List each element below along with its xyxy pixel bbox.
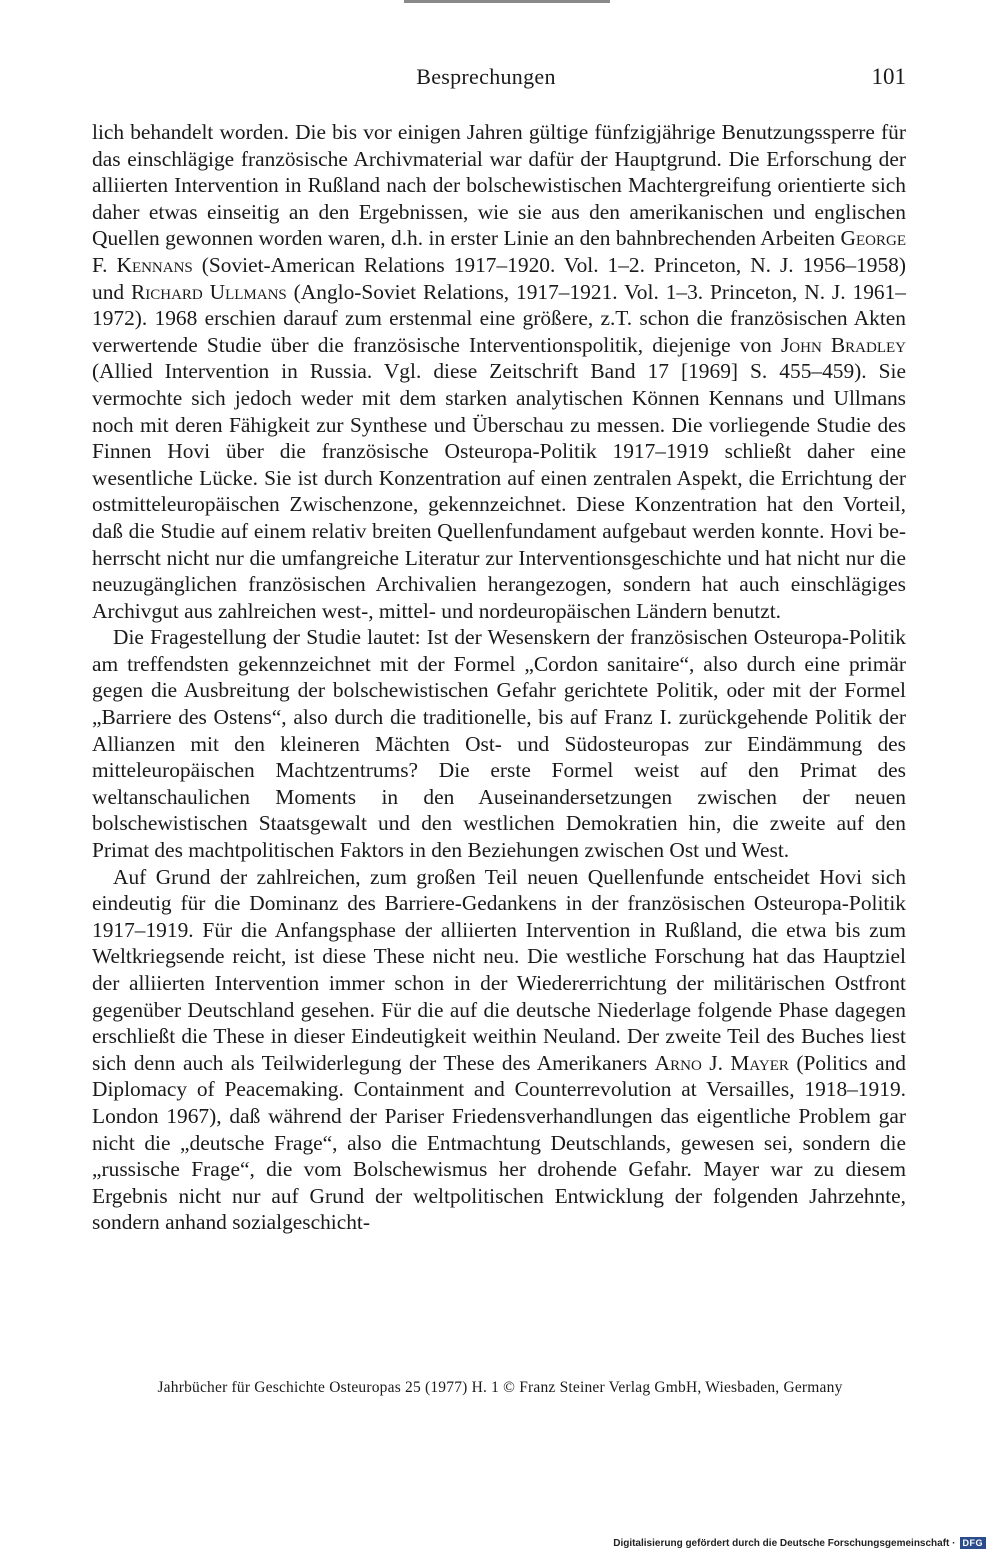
page-number: 101: [871, 64, 906, 89]
footer-citation: Jahrbücher für Geschichte Osteuropas 25 (1977) H. 1 © Franz Steiner Verlag GmbH, Wiesbaden, Germany: [157, 1379, 843, 1396]
paragraph-1-text-c: (Anglo-Soviet Relations, 1917–1921. Vol. 1–3. Princeton, N. J. 1961–1972). 1968 erschien darauf zum erstenmal eine größere, z.T. schon die französischen Akten verwertende Studie über die französische Interventionspolitik, diejenige von: [92, 279, 906, 357]
dfg-funding-note: [613, 1536, 986, 1550]
paragraph-2: Die Fragestellung der Studie lautet: Ist der Wesenskern der französischen Osteuropa-Politik am treffendsten gekennzeichnet mit der Formel „Cordon sanitaire“, also durch eine primär gegen die Ausbreitung der bolschewistischen Gefahr gerichtete Politik, oder mit der Formel „Barriere des Ostens“, also durch die traditionelle, bis auf Franz I. zurückgehende Politik der Allianzen mit den kleineren Mächten Ost- und Südosteuropas zur Eindämmung des mitteleuropäischen Machtzentrums? Die erste Formel weist auf den Primat des weltanschaulichen Moments in den Auseinandersetzungen zwischen der neuen bolschewistischen Staatsgewalt und den westlichen Demokratien hin, die zweite auf den Primat des machtpolitischen Faktors in den Beziehungen zwischen Ost und West.: [92, 625, 906, 863]
paragraph-1-text-a: lich behandelt worden. Die bis vor einigen Jahren gültige fünfzigjährige Benutzungssperre für das einschlägige französische Archivmaterial war dafür der Hauptgrund. Die Erforschung der alliierten Intervention in Rußland nach der bolschewistischen Machtergreifung orientierte sich daher etwas einseitig an den Ergebnissen, wie sie aus den amerikanischen und englischen Quellen gewonnen worden waren, d.h. in erster Linie an den bahnbrechenden Arbeiten: [92, 120, 906, 251]
running-title: Besprechungen: [416, 64, 556, 89]
paragraph-1-text-d: (Allied Intervention in Russia. Vgl. diese Zeitschrift Band 17 [1969] S. 455–459). Sie vermochte sich jedoch weder mit dem starken analytischen Können Kennans und Ullmans noch mit deren Fähigkeit zur Synthese und Überschau zu messen. Die vorliegende Studie des Finnen Hovi über die französische Osteuropa-Politik 1917–1919 schließt daher eine wesentliche Lücke. Sie ist durch Konzentration auf einen zentralen Aspekt, die Errichtung der ostmitteleuropäischen Zwischenzone, gekennzeichnet. Diese Konzentration hat den Vorteil, daß die Studie auf einem relativ breiten Quellenfundament aufgebaut werden konnte. Hovi beherrscht nicht nur die umfangreiche Literatur zur Interventionsgeschichte und hat nicht nur die neuzugänglichen französischen Archivalien herangezogen, sondern hat auch einschlägiges Archivgut aus zahlreichen west-, mittel- und nordeuropäischen Ländern benutzt.: [92, 359, 906, 623]
paragraph-1-text-b: (Soviet-American Relations 1917–1920. Vol. 1–2. Princeton, N. J. 1956–1958) und: [92, 252, 906, 304]
article-body: [92, 119, 906, 1236]
paragraph-1: [92, 119, 906, 624]
author-name-mayer: Arno J. Mayer: [654, 1050, 789, 1075]
author-name-kennan: George F. Kennans: [92, 226, 906, 277]
author-name-bradley: John Bradley: [780, 332, 906, 357]
top-edge-rule: [404, 0, 610, 3]
paragraph-3: [92, 864, 906, 1236]
running-head: [0, 64, 1000, 94]
dfg-logo: DFG: [960, 1537, 987, 1549]
author-name-ullman: Richard Ullmans: [130, 279, 287, 304]
funding-text: Digitalisierung gefördert durch die Deutsche Forschungsgemeinschaft ·: [613, 1537, 956, 1549]
paragraph-3-text-a: Auf Grund der zahlreichen, zum großen Teil neuen Quellenfunde entscheidet Hovi sich eindeutig für die Dominanz des Barriere-Gedankens in der französischen Osteuropa-Politik 1917–1919. Für die Anfangsphase der alliierten Intervention in Rußland, die etwa bis zum Weltkriegsende reicht, ist diese These nicht neu. Die westliche Forschung hat das Hauptziel der alliierten Intervention immer schon in der Wiedererrichtung der militärischen Ostfront gegenüber Deutschland gesehen. Für die auf die deutsche Niederlage folgende Phase dagegen erschließt die These in dieser Eindeutigkeit weithin Neuland. Der zweite Teil des Buches liest sich denn auch als Teilwiderlegung der These des Amerikaners: [92, 864, 906, 1075]
paragraph-3-text-b: (Politics and Diplomacy of Peacemaking. Containment and Counterrevolution at Versailles, 1918–1919. London 1967), daß während der Pariser Friedensverhandlungen das eigentliche Problem gar nicht die „deutsche Frage“, also die Entmachtung Deutschlands, gewesen sei, sondern die „russische Frage“, die vom Bolschewismus her drohende Gefahr. Mayer war zu diesem Ergebnis nicht nur auf Grund der weltpolitischen Entwicklung der folgenden Jahrzehnte, sondern anhand sozialgeschicht-: [92, 1050, 906, 1235]
